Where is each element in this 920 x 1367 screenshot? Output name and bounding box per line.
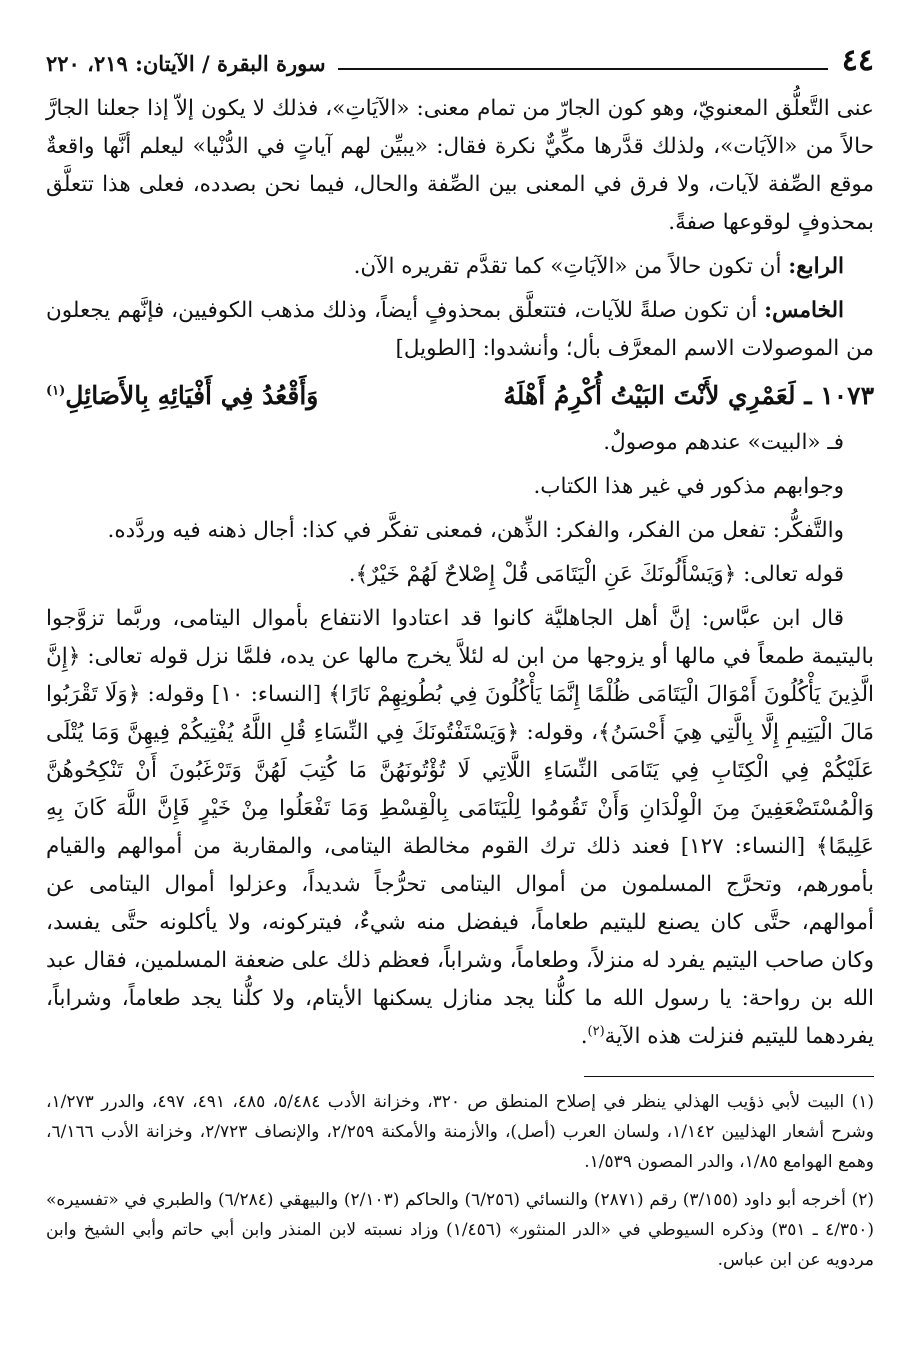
- verse-first-hemistich: ١٠٧٣ ـ لَعَمْرِي لأَنْتَ البَيْتُ أُكْرِمُ أَهْلَهُ: [503, 381, 874, 410]
- paragraph-fifth: [46, 292, 874, 368]
- footnote-2: (٢) أخرجه أبو داود (٣/١٥٥) رقم (٢٨٧١) والنسائي (٦/٢٥٦) والحاكم (٢/١٠٣) والبيهقي (٦/٢٨٤) والطبري في «تفسيره» (٤/٣٥٠ ـ ٣٥١) وذكره السيوطي في «الدر المنثور» (١/٤٥٦) وزاد نسبته لابن المنذر وابن أبي حاتم وأبي الشيخ وابن مردويه عن ابن عباس.: [46, 1190, 874, 1270]
- label-fifth: الخامس:: [764, 298, 844, 323]
- page-number: ٤٤: [841, 43, 874, 78]
- footnote-ref-2: (٢): [587, 1023, 605, 1039]
- paragraph-8-text: قال ابن عبَّاس: إنَّ أهل الجاهليَّة كانوا قد اعتادوا الانتفاع بأموال اليتامى، وربَّما تزوَّجوا باليتيمة طمعاً في مالها أو يزوجها من ابن له لئلاَّ يخرج مالها عن يده، فلمَّا نزل قوله تعالى: ﴿إِنَّ الَّذِينَ يَأْكُلُونَ أَمْوَالَ الْيَتَامَى ظُلْمًا إِنَّمَا يَأْكُلُونَ فِي بُطُونِهِمْ نَارًا﴾ [النساء: ١٠] وقوله: ﴿وَلَا تَقْرَبُوا مَالَ الْيَتِيمِ إِلَّا بِالَّتِي هِيَ أَحْسَنُ﴾، وقوله: ﴿وَيَسْتَفْتُونَكَ فِي النِّسَاءِ قُلِ اللَّهُ يُفْتِيكُمْ فِيهِنَّ وَمَا يُتْلَى عَلَيْكُمْ فِي الْكِتَابِ فِي يَتَامَى النِّسَاءِ اللَّاتِي لَا تُؤْتُونَهُنَّ مَا كُتِبَ لَهُنَّ وَتَرْغَبُونَ أَنْ تَنْكِحُوهُنَّ وَالْمُسْتَضْعَفِينَ مِنَ الْوِلْدَانِ وَأَنْ تَقُومُوا لِلْيَتَامَى بِالْقِسْطِ وَمَا تَفْعَلُوا مِنْ خَيْرٍ فَإِنَّ اللَّهَ كَانَ بِهِ عَلِيمًا﴾ [النساء: ١٢٧] فعند ذلك ترك القوم مخالطة اليتامى، والمقاربة من أموالهم والقيام بأمورهم، وتحرَّج المسلمون من أموال اليتامى تحرُّجاً شديداً، وعزلوا أموال اليتامى عن أموالهم، حتَّى كان يصنع لليتيم طعاماً، فيفضل منه شيءٌ، فيتركونه، ولا يأكلونه حتَّى يفسد، وكان صاحب اليتيم يفرد له منزلاً، وطعاماً، وشراباً، فعظم ذلك على ضعفة المسلمين، فقال عبد الله بن رواحة: يا رسول الله ما كلُّنا يجد منازل يسكنها الأيتام، ولا كلُّنا يجد طعاماً، وشراباً، يفردهما لليتيم فنزلت هذه الآية: [46, 606, 874, 1049]
- footnote-1: (١) البيت لأبي ذؤيب الهذلي ينظر في إصلاح المنطق ص ٣٢٠، وخزانة الأدب ٥/٤٨٤، ٤٨٥، ٤٩١، ٤٩٧، والدرر ١/٢٧٣، وشرح أشعار الهذليين ١/١٤٢، ولسان العرب (أصل)، والأزمنة والأمكنة ٢/٢٥٩، والإنصاف ٢/٧٢٣، وخزانة الأدب ٦/١٦٦، وهمع الهوامع ١/٨٥، والدر المصون ١/٥٣٩.: [46, 1092, 874, 1172]
- footnote-separator-wrap: [46, 1076, 874, 1077]
- header-rule: [338, 68, 828, 70]
- paragraph-6: والتَّفكُّر: تفعل من الفكر، والفكر: الذِّهن، فمعنى تفكَّر في كذا: أجال ذهنه فيه وردَّده.: [107, 518, 844, 543]
- footnote-ref-1: (١): [46, 383, 66, 399]
- poetry-verse: [46, 374, 874, 418]
- paragraph-7: قوله تعالى: ﴿وَيَسْأَلُونَكَ عَنِ الْيَتَامَى قُلْ إِصْلاحٌ لَهُمْ خَيْرٌ﴾.: [348, 562, 844, 587]
- text-fourth: أن تكون حالاً من «الآيَاتِ» كما تقدَّم تقريره الآن.: [353, 254, 782, 279]
- text-fifth: أن تكون صلةً للآيات، فتتعلَّق بمحذوفٍ أيضاً، وذلك مذهب الكوفيين، فإنَّهم يجعلون من الموصولات الاسم المعرَّف بأل؛ وأنشدوا: [الطويل]: [46, 298, 874, 361]
- paragraph-8-end: .: [580, 1024, 588, 1049]
- footnote-separator: [584, 1076, 874, 1077]
- main-text: [46, 90, 874, 1056]
- running-title: سورة البقرة / الآيتان: ٢١٩، ٢٢٠: [46, 51, 326, 76]
- paragraph-8: [46, 600, 874, 1056]
- page-header: [46, 42, 874, 76]
- verse-second-hemistich-wrap: [46, 374, 318, 418]
- verse-second-hemistich: وَأَقْعُدُ فِي أَفْيَائِهِ بِالأَصَائِلِ: [65, 381, 319, 410]
- paragraph-4: فـ «البيت» عندهم موصولٌ.: [603, 430, 844, 455]
- paragraph-1: عنى التَّعلُّق المعنويّ، وهو كون الجارّ من تمام معنى: «الآيَاتِ»، فذلك لا يكون إلاّ إذا جعلنا الجارَّ حالاً من «الآيَات»، ولذلك قدَّرها مكِّيٌّ نكرة فقال: «يبيِّن لهم آياتٍ في الدُّنْيا» ليعلم أنَّها واقعةٌ موقع الصِّفة لآيات، ولا فرق في المعنى بين الصِّفة والحال، فيما نحن بصدده، فعلى هذا تتعلَّق بمحذوفٍ لوقوعها صفةً.: [46, 96, 874, 235]
- footnotes: [46, 1087, 874, 1275]
- paragraph-fourth: [46, 248, 874, 286]
- label-fourth: الرابع:: [788, 254, 844, 279]
- paragraph-5: وجوابهم مذكور في غير هذا الكتاب.: [533, 474, 844, 499]
